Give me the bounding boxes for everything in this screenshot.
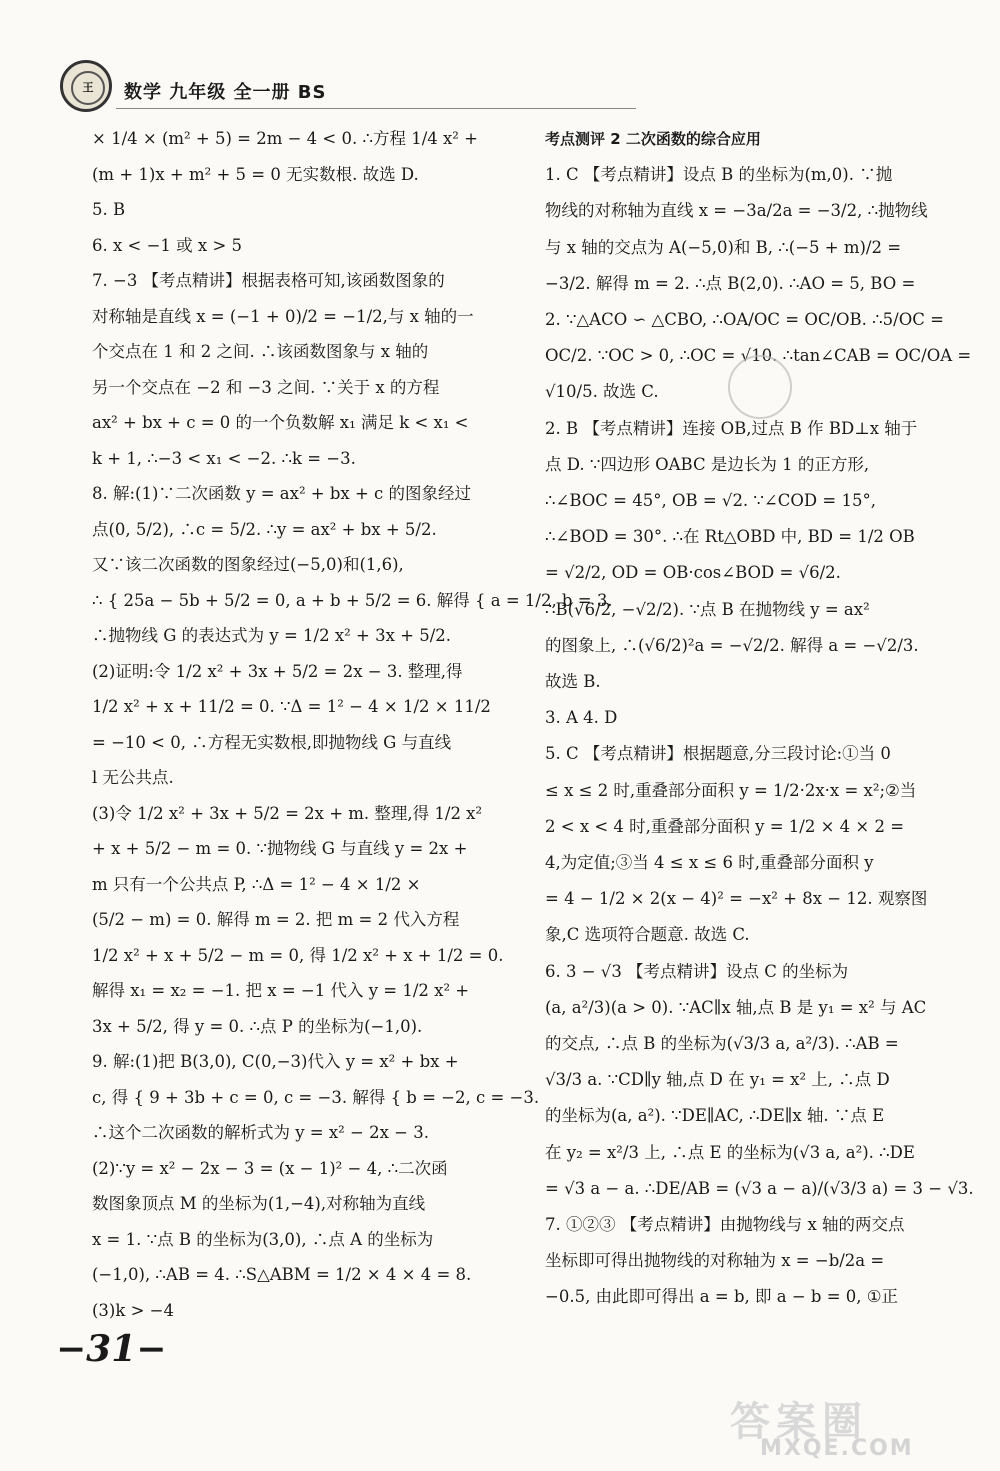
answer-line: k + 1, ∴−3 < x₁ < −2. ∴k = −3.: [92, 448, 356, 468]
answer-line: l 无公共点.: [92, 768, 174, 787]
answer-line: 3x + 5/2, 得 y = 0. ∴点 P 的坐标为(−1,0).: [92, 1016, 423, 1036]
answer-line: 物线的对称轴为直线 x = −3a/2a = −3/2, ∴抛物线: [545, 201, 928, 221]
page-number: −31−: [56, 1328, 167, 1370]
answer-line: ∴这个二次函数的解析式为 y = x² − 2x − 3.: [92, 1123, 429, 1142]
answer-line: 2. B 【考点精讲】连接 OB,过点 B 作 BD⊥x 轴于: [545, 418, 918, 438]
answer-line: 与 x 轴的交点为 A(−5,0)和 B, ∴(−5 + m)/2 =: [545, 237, 902, 257]
answer-line: 5. C 【考点精讲】根据题意,分三段讨论:①当 0: [545, 744, 891, 764]
watermark: [730, 1390, 980, 1465]
answer-line: ∴抛物线 G 的表达式为 y = 1/2 x² + 3x + 5/2.: [92, 626, 452, 645]
answer-line: √10/5. 故选 C.: [545, 382, 659, 402]
watermark-title: 答案圈: [730, 1399, 868, 1445]
answer-line: 解得 x₁ = x₂ = −1. 把 x = −1 代入 y = 1/2 x² +: [92, 981, 470, 1000]
answer-line: 又∵该二次函数的图象经过(−5,0)和(1,6),: [92, 555, 404, 574]
answer-line: 点(0, 5/2), ∴c = 5/2. ∴y = ax² + bx + 5/2.: [92, 519, 437, 539]
answer-line: (−1,0), ∴AB = 4. ∴S△ABM = 1/2 × 4 × 4 = 8.: [92, 1265, 472, 1284]
answer-line: 的坐标为(a, a²). ∵DE∥AC, ∴DE∥x 轴. ∵点 E: [545, 1106, 885, 1126]
answer-line: × 1/4 × (m² + 5) = 2m − 4 < 0. ∴方程 1/4 x² +: [92, 129, 478, 148]
answer-line: (5/2 − m) = 0. 解得 m = 2. 把 m = 2 代入方程: [92, 910, 460, 929]
answer-line: ∴ { 25a − 5b + 5/2 = 0, a + b + 5/2 = 6. 解得 { a = 1/2, b = 3.: [92, 590, 613, 610]
answer-line: 个交点在 1 和 2 之间. ∴该函数图象与 x 轴的: [92, 342, 429, 361]
answer-line: 象,C 选项符合题意. 故选 C.: [545, 925, 750, 945]
answer-line: 6. x < −1 或 x > 5: [92, 235, 243, 255]
page-header: [60, 60, 630, 120]
answer-line: c, 得 { 9 + 3b + c = 0, c = −3. 解得 { b = −2, c = −3.: [92, 1087, 540, 1107]
answer-line: = √2/2, OD = OB·cos∠BOD = √6/2.: [545, 563, 841, 583]
answer-line: 6. 3 − √3 【考点精讲】设点 C 的坐标为: [545, 961, 849, 981]
answer-line: ≤ x ≤ 2 时,重叠部分面积 y = 1/2·2x·x = x²;②当: [545, 780, 917, 800]
answer-line: = √3 a − a. ∴DE/AB = (√3 a − a)/(√3/3 a) = 3 − √3.: [545, 1178, 974, 1198]
answer-line: (3)k > −4: [92, 1300, 175, 1320]
answer-line: + x + 5/2 − m = 0. ∵抛物线 G 与直线 y = 2x +: [92, 839, 468, 858]
answer-line: 考点测评 2 二次函数的综合应用: [545, 130, 761, 148]
answer-line: −3/2. 解得 m = 2. ∴点 B(2,0). ∴AO = 5, BO =: [545, 273, 916, 293]
answer-line: 2. ∵△ACO ∽ △CBO, ∴OA/OC = OC/OB. ∴5/OC =: [545, 310, 944, 329]
answer-line: 对称轴是直线 x = (−1 + 0)/2 = −1/2,与 x 轴的一: [92, 306, 474, 326]
answer-line: −0.5, 由此即可得出 a = b, 即 a − b = 0, ①正: [545, 1287, 899, 1307]
answer-line: 另一个交点在 −2 和 −3 之间. ∵关于 x 的方程: [92, 377, 440, 397]
answer-line: 故选 B.: [545, 672, 601, 691]
answer-line: 坐标即可得出抛物线的对称轴为 x = −b/2a =: [545, 1251, 885, 1271]
logo-seal: 王: [71, 71, 105, 105]
answer-line: 2 < x < 4 时,重叠部分面积 y = 1/2 × 4 × 2 =: [545, 816, 905, 836]
stamp-mark: [728, 355, 792, 419]
answer-line: 3. A 4. D: [545, 708, 618, 728]
answer-line: (2)∵y = x² − 2x − 3 = (x − 1)² − 4, ∴二次函: [92, 1158, 448, 1178]
answer-line: 7. −3 【考点精讲】根据表格可知,该函数图象的: [92, 271, 445, 290]
answer-line: OC/2. ∵OC > 0, ∴OC = √10. ∴tan∠CAB = OC/OA =: [545, 346, 972, 366]
answer-line: ∴∠BOD = 30°. ∴在 Rt△OBD 中, BD = 1/2 OB: [545, 527, 915, 547]
header-rule: [116, 108, 636, 109]
answer-line: 5. B: [92, 200, 126, 219]
answer-line: 1/2 x² + x + 5/2 − m = 0, 得 1/2 x² + x + 1/2 = 0.: [92, 945, 504, 965]
answer-line: x = 1. ∵点 B 的坐标为(3,0), ∴点 A 的坐标为: [92, 1229, 434, 1249]
answer-line: √3/3 a. ∵CD∥y 轴,点 D 在 y₁ = x² 上, ∴点 D: [545, 1070, 890, 1090]
answer-line: (m + 1)x + m² + 5 = 0 无实数根. 故选 D.: [92, 164, 419, 184]
answer-line: 1/2 x² + x + 11/2 = 0. ∵Δ = 1² − 4 × 1/2 × 11/2: [92, 697, 491, 716]
answer-line: 9. 解:(1)把 B(3,0), C(0,−3)代入 y = x² + bx +: [92, 1052, 459, 1071]
answer-line: = −10 < 0, ∴方程无实数根,即抛物线 G 与直线: [92, 732, 452, 752]
answer-line: 的交点, ∴点 B 的坐标为(√3/3 a, a²/3). ∴AB =: [545, 1034, 899, 1053]
answer-line: ∴B(√6/2, −√2/2). ∵点 B 在抛物线 y = ax²: [545, 599, 870, 619]
answer-line: ∴∠BOC = 45°, OB = √2. ∵∠COD = 15°,: [545, 491, 876, 510]
answer-line: 8. 解:(1)∵二次函数 y = ax² + bx + c 的图象经过: [92, 484, 472, 503]
answer-line: 4,为定值;③当 4 ≤ x ≤ 6 时,重叠部分面积 y: [545, 853, 874, 872]
answer-line: = 4 − 1/2 × 2(x − 4)² = −x² + 8x − 12. 观察图: [545, 889, 928, 909]
answer-line: 的图象上, ∴(√6/2)²a = −√2/2. 解得 a = −√2/3.: [545, 635, 919, 655]
answer-line: m 只有一个公共点 P, ∴Δ = 1² − 4 × 1/2 ×: [92, 874, 421, 894]
answer-line: (3)令 1/2 x² + 3x + 5/2 = 2x + m. 整理,得 1/2 x²: [92, 803, 483, 823]
answer-line: (a, a²/3)(a > 0). ∵AC∥x 轴,点 B 是 y₁ = x² 与 AC: [545, 997, 927, 1017]
answer-line: 7. ①②③ 【考点精讲】由抛物线与 x 轴的两交点: [545, 1215, 905, 1234]
brand-logo: [60, 60, 112, 112]
answer-line: ax² + bx + c = 0 的一个负数解 x₁ 满足 k < x₁ <: [92, 413, 469, 432]
answer-line: 1. C 【考点精讲】设点 B 的坐标为(m,0). ∵抛: [545, 165, 893, 185]
answer-line: 数图象顶点 M 的坐标为(1,−4),对称轴为直线: [92, 1194, 426, 1213]
book-title: 数学 九年级 全一册 BS: [124, 82, 327, 103]
answer-line: 点 D. ∵四边形 OABC 是边长为 1 的正方形,: [545, 454, 870, 474]
answer-line: (2)证明:令 1/2 x² + 3x + 5/2 = 2x − 3. 整理,得: [92, 661, 463, 681]
answer-line: 在 y₂ = x²/3 上, ∴点 E 的坐标为(√3 a, a²). ∴DE: [545, 1142, 915, 1162]
watermark-url: MXQE.COM: [760, 1436, 914, 1461]
